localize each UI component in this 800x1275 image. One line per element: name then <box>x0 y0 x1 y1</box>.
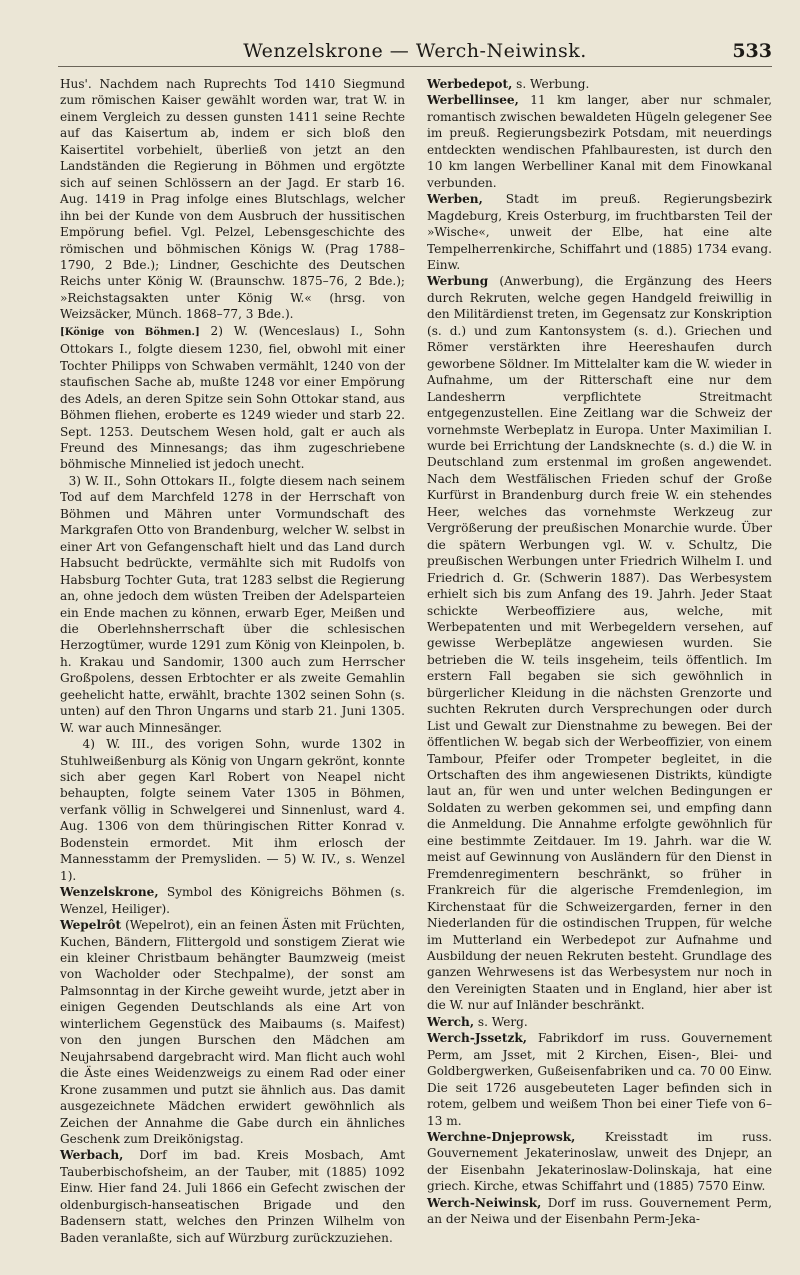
running-head: Wenzelskrone — Werch-Neiwinsk. <box>243 40 587 62</box>
headword: Werch-Jssetzk, <box>427 1031 527 1046</box>
right-column <box>427 76 772 1228</box>
headword: Werbedepot, <box>427 77 513 91</box>
entry: Werbedepot, s. Werbung. <box>427 77 590 91</box>
headword: Werch, <box>427 1014 475 1029</box>
headword: Werbellinsee, <box>427 93 519 108</box>
page-header <box>58 40 772 67</box>
entry: Werbellinsee, 11 km langer, aber nur schmaler, romantisch zwischen bewaldeten Hügeln gelegener See im preuß. Regierungsbezirk Potsdam, mit neuerdings entdeckten wendischen Pfahlbauresten, ist durch den 10 km langen Werbelliner Kanal mit dem Finowkanal verbunden. <box>427 93 772 190</box>
entry: Werbach, Dorf im bad. Kreis Mosbach, Amt Tauberbischofsheim, an der Tauber, mit (1885) 1092 Einw. Hier fand 24. Juli 1866 ein Gefecht zwischen der oldenburgisch-hanseatischen Brigade und den Badensern statt, welches den Prinzen Wilhelm von Baden veranlaßte, sich auf Würzburg zurückzuziehen. <box>60 1148 405 1245</box>
page-number: 533 <box>732 40 772 62</box>
entry: Werchne-Dnjeprowsk, Kreisstadt im russ. Gouvernement Jekaterinoslaw, unweit des Dnjepr, an der Eisenbahn Jekaterinoslaw-Dolinskaja, hat eine griech. Kirche, etwas Schiffahrt und (1885) 7570 Einw. <box>427 1130 772 1194</box>
entry: Werben, Stadt im preuß. Regierungsbezirk Magdeburg, Kreis Osterburg, im fruchtbarsten Teil der »Wische«, unweit der Elbe, hat eine alte Tempelherrenkirche, Schiffahrt und (1885) 1734 evang. Einw. <box>427 192 772 272</box>
headword: Werch-Neiwinsk, <box>427 1195 542 1210</box>
headword: Wepelrôt <box>60 918 122 933</box>
entry: Werch-Neiwinsk, Dorf im russ. Gouvernement Perm, an der Neiwa und der Eisenbahn Perm-Jeka- <box>427 1195 772 1227</box>
left-column <box>60 76 405 1246</box>
headword: Werben, <box>427 192 483 207</box>
entry-text: [Könige von Böhmen.] 2) W. (Wenceslaus) I., Sohn Ottokars I., folgte diesem 1230, fiel, obwohl mit einer Tochter Philipps von Schwaben vermählt, 1240 von der staufischen Sache ab, mußte 1248 vor einer Empörung des Adels, an deren Spitze sein Sohn Ottokar stand, aus Böhmen fliehen, eroberte es 1249 wieder und starb 22. Sept. 1253. Deutschem Wesen hold, galt er auch als Freund des Minnesangs; das ihm zugeschriebene böhmische Minnelied ist jedoch unecht. <box>60 323 405 472</box>
entry: Wepelrôt (Wepelrot), ein an feinen Ästen mit Früchten, Kuchen, Bändern, Flittergold und sonstigem Zierat wie ein kleiner Christbaum behängter Baumzweig (meist von Wacholder oder Stechpalme), der sonst am Palmsonntag in der Kirche geweiht wurde, jetzt aber in einigen Gegenden Deutschlands als eine Art von winterlichem Gegenstück des Maibaums (s. Maifest) von den jungen Burschen den Mädchen am Neujahrsabend dargebracht wird. Man flicht auch wohl die Äste eines Weidenzweigs zu einem Rad oder einer Krone zusammen und putzt sie ähnlich aus. Das damit ausgezeichnete Mädchen erwidert gewöhnlich als Zeichen der Annahme die Gabe durch ein ähnliches Geschenk zum Dreikönigstag. <box>60 918 405 1146</box>
entry-text: Hus'. Nachdem nach Ruprechts Tod 1410 Siegmund zum römischen Kaiser gewählt worden war, trat W. in einem Vergleich zu dessen gunsten 1411 seine Rechte auf das Kaisertum ab, indem er sich bloß den Kaisertitel vorbehielt, überließ von jetzt an den Landständen die Regierung in Böhmen und ergötzte sich auf seinen Schlössern an der Jagd. Er starb 16. Aug. 1419 in Prag infolge eines Blutschlags, welcher ihn bei der Kunde von dem Ausbruch der hussitischen Empörung befiel. Vgl. Pelzel, Lebensgeschichte des römischen und böhmischen Königs W. (Prag 1788–1790, 2 Bde.); Lindner, Geschichte des Deutschen Reichs unter König W. (Braunschw. 1875–76, 2 Bde.); »Reichstagsakten unter König W.« (hrsg. von Weizsäcker, Münch. 1868–77, 3 Bde.). <box>60 77 405 322</box>
entry-text: 3) W. II., Sohn Ottokars II., folgte diesem nach seinem Tod auf dem Marchfeld 1278 in der Herrschaft von Böhmen und Mähren unter Vormundschaft des Markgrafen Otto von Brandenburg, welcher W. selbst in einer Art von Gefangenschaft hielt und das Land durch Habsucht bedrückte, vermählte sich mit Rudolfs von Habsburg Tochter Guta, trat 1283 selbst die Regierung an, ohne jedoch dem wüsten Treiben der Adelsparteien ein Ende machen zu können, erwarb Eger, Meißen und die Oberlehnsherrschaft über die schlesischen Herzogtümer, wurde 1291 zum König von Kleinpolen, b. h. Krakau und Sandomir, 1300 auch zum Herrscher Großpolens, dessen Erbtochter er als zweite Gemahlin geehelicht hatte, erwählt, brachte 1302 seinen Sohn (s. unten) auf den Thron Ungarns und starb 21. Juni 1305. W. war auch Minnesänger. <box>60 473 405 735</box>
headword: Werbung <box>427 274 489 289</box>
entry-text: 4) W. III., des vorigen Sohn, wurde 1302 in Stuhlweißenburg als König von Ungarn gekrönt, konnte sich aber gegen Karl Robert von Neapel nicht behaupten, folgte seinem Vater 1305 in Böhmen, verfank völlig in Schwelgerei und Sinnenlust, ward 4. Aug. 1306 von dem thüringischen Ritter Konrad v. Bodenstein ermordet. Mit ihm erlosch der Mannesstamm der Premysliden. — 5) W. IV., s. Wenzel 1). <box>60 737 405 883</box>
entry: Werch, s. Werg. <box>427 1014 528 1029</box>
entry: Werch-Jssetzk, Fabrikdorf im russ. Gouvernement Perm, am Jsset, mit 2 Kirchen, Eisen-, Blei- und Goldbergwerken, Gußeisenfabriken und ca. 70 00 Einw. Die seit 1726 ausgebeuteten Lager befinden sich in rotem, gelbem und weißem Thon bei einer Tiefe von 6–13 m. <box>427 1031 772 1128</box>
entry: Wenzelskrone, Symbol des Königreichs Böhmen (s. Wenzel, Heiliger). <box>60 885 405 916</box>
headword: Werbach, <box>60 1148 124 1163</box>
headword: Wenzelskrone, <box>60 885 159 900</box>
section-label: [Könige von Böhmen.] <box>60 326 200 338</box>
entry: Werbung (Anwerbung), die Ergänzung des Heers durch Rekruten, welche gegen Handgeld freiwillig in den Militärdienst treten, im Gegensatz zur Konskription (s. d.) und zum Kantonsystem (s. d.). Griechen und Römer verstärkten ihre Heereshaufen durch geworbene Söldner. Im Mittelalter kam die W. wieder in Aufnahme, um der Ritterschaft eine nur dem Landesherrn verpflichtete Streitmacht entgegenzustellen. Eine Zeitlang war die Schweiz der vornehmste Werbeplatz in Europa. Unter Maximilian I. wurde bei Errichtung der Landsknechte (s. d.) die W. in Deutschland zum erstenmal im großen angewendet. Nach dem Westfälischen Frieden schuf der Große Kurfürst in Brandenburg durch freie W. ein stehendes Heer, welches das vornehmste Werkzeug zur Vergrößerung der preußischen Monarchie wurde. Über die spätern Werbungen vgl. W. v. Schultz, Die preußischen Werbungen unter Friedrich Wilhelm I. und Friedrich d. Gr. (Schwerin 1887). Das Werbesystem erhielt sich bis zum Anfang des 19. Jahrh. Jeder Staat schickte Werbeoffiziere aus, welche, mit Werbepatenten und mit Werbegeldern versehen, auf gewisse Werbeplätze angewiesen wurden. Sie betrieben die W. teils insgeheim, teils öffentlich. Im erstern Fall begaben sie sich gewöhnlich in bürgerlicher Kleidung in die nächsten Grenzorte und suchten Rekruten durch Versprechungen oder durch List und Gewalt zur Dienstnahme zu bewegen. Bei der öffentlichen W. begab sich der Werbeoffizier, von einem Tambour, Pfeifer oder Trompeter begleitet, in die Ortschaften des ihm angewiesenen Distrikts, kündigte laut an, für wen und unter welchen Bedingungen er Soldaten zu werben gekommen sei, und empfing dann die Anmeldung. Die Annahme erfolgte gewöhnlich für eine bestimmte Zeitdauer. Im 19. Jahrh. war die W. meist auf Gewinnung von Ausländern für den Dienst in Fremdenregimentern beschränkt, so früher in Frankreich für die algerische Fremdenlegion, im Kirchenstaat für die Schweizergarden, ferner in den Niederlanden für die ostindischen Truppen, für welche im Mutterland ein Werbedepot zur Aufnahme und Ausbildung der neuen Rekruten besteht. Grundlage des ganzen Wehrwesens ist das Werbesystem nur noch in den Vereinigten Staaten und in England, hier aber ist die W. nur auf Inländer beschränkt. <box>427 274 772 1013</box>
headword: Werchne-Dnjeprowsk, <box>427 1130 576 1144</box>
